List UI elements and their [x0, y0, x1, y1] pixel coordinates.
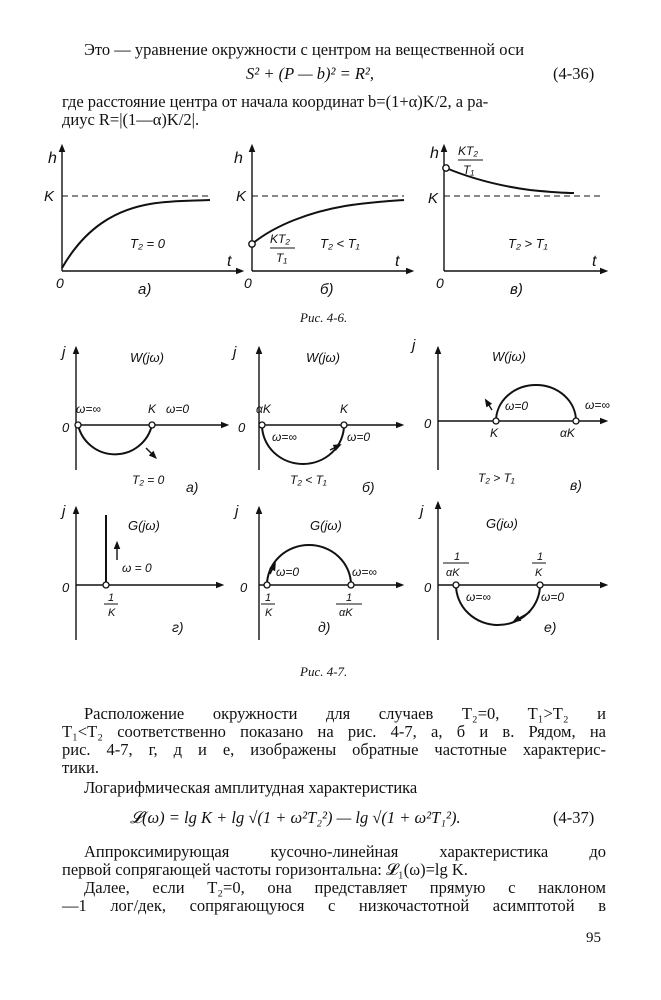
- fig7c-w-inf: ω=∞: [585, 398, 610, 412]
- fig6a-label: а): [138, 281, 152, 298]
- equation-4-37: 𝓛(ω) = lg K + lg √(1 + ω²T₂²) — lg √(1 + ω²T₁²).: [130, 808, 461, 827]
- fig7d-origin: 0: [62, 580, 70, 595]
- fig6b-label: б): [320, 281, 334, 298]
- fig7b-w-inf: ω=∞: [272, 430, 297, 444]
- text-para-2: Логарифмическая амплитудная характеристика: [84, 778, 418, 797]
- fig7e-label: д): [318, 619, 331, 635]
- fig7c-note: T₂ > T₁: [478, 471, 515, 485]
- fig7f-w-inf: ω=∞: [466, 590, 491, 604]
- fig7f-origin: 0: [424, 580, 432, 595]
- fig6a-axis-t: t: [227, 253, 232, 270]
- fig7f-w0: ω=0: [541, 590, 565, 604]
- fig6c-axis-t: t: [592, 253, 597, 270]
- fig6b-axis-h: h: [234, 150, 243, 167]
- fig7c-axis-j: j: [412, 337, 416, 354]
- fig7b-title: W(jω): [306, 350, 340, 365]
- fig7a-label: а): [186, 479, 199, 495]
- fig7b-w0: ω=0: [347, 430, 371, 444]
- fig6a-level-K: K: [44, 188, 55, 205]
- text-para-4-line-2: —1 лог/дек, сопрягающуюся с низкочастотной асимптотой в: [62, 896, 606, 915]
- fig7a-w0: ω=0: [166, 402, 190, 416]
- fig7c-K: K: [490, 426, 499, 440]
- text-para-1-line-3: рис. 4-7, г, д и е, изображены обратные частотные характерис-: [62, 740, 606, 759]
- fig7-panel-d: [60, 503, 220, 640]
- fig6c-start-den: T₁: [463, 163, 475, 177]
- fig7e-den-1: K: [265, 607, 273, 619]
- fig7e-w0: ω=0: [276, 565, 300, 579]
- fig6b-origin: 0: [244, 275, 252, 291]
- fig6c-label: в): [510, 281, 523, 298]
- text-para-3-line-2: первой сопрягающей частоты горизонтальна: 𝓛₁(ω)=lg K.: [62, 860, 468, 879]
- fig7c-w0: ω=0: [505, 399, 529, 413]
- fig7d-title: G(jω): [128, 518, 160, 533]
- text-para-1-line-2: T₁<T₂ соответственно показано на рис. 4-7, а, б и в. Рядом, на: [62, 722, 606, 741]
- fig7f-one-1: 1: [454, 551, 461, 563]
- fig7e-den-2: αK: [339, 607, 353, 619]
- fig7f-den-2: K: [535, 567, 543, 579]
- fig7b-label: б): [362, 479, 375, 495]
- fig7e-title: G(jω): [310, 518, 342, 533]
- fig6c-note: T₂ > T₁: [508, 236, 548, 251]
- fig7d-label: г): [172, 619, 184, 635]
- fig7b-note: T₂ < T₁: [290, 473, 327, 487]
- fig7b-aK: αK: [256, 402, 271, 416]
- fig7c-title: W(jω): [492, 349, 526, 364]
- equation-number-4-36: (4-36): [553, 64, 595, 83]
- fig6a-origin: 0: [56, 275, 64, 291]
- fig7c-aK: αK: [560, 426, 575, 440]
- fig6b-start-num: KT₂: [270, 232, 290, 246]
- fig7d-axis-j: j: [62, 503, 66, 520]
- fig7-panel-e: [233, 503, 400, 640]
- fig6b-axis-t: t: [395, 253, 400, 270]
- fig7a-note: T₂ = 0: [132, 473, 165, 487]
- page-number: 95: [586, 930, 601, 946]
- text-line-1: Это — уравнение окружности с центром на вещественной оси: [84, 40, 525, 59]
- fig7-panel-c: [410, 337, 610, 493]
- fig6c-axis-h: h: [430, 145, 439, 162]
- fig6a-axis-h: h: [48, 150, 57, 167]
- fig6c-level-K: K: [428, 190, 439, 207]
- fig7c-label: в): [570, 477, 582, 493]
- fig7b-axis-j: j: [233, 344, 237, 361]
- text-line-2: где расстояние центра от начала координат b=(1+α)K/2, а ра-: [62, 92, 489, 111]
- fig7e-axis-j: j: [235, 503, 239, 520]
- fig6a-note: T₂ = 0: [130, 236, 165, 251]
- fig7-panel-b: [231, 344, 400, 495]
- text-para-4-line-1: Далее, если T₂=0, она представляет прямую с наклоном: [84, 878, 606, 897]
- fig7a-w-inf: ω=∞: [76, 402, 101, 416]
- fig6c-start-num: KT₂: [458, 144, 478, 158]
- fig7a-axis-j: j: [62, 344, 66, 361]
- fig7c-origin: 0: [424, 416, 432, 431]
- fig7f-label: е): [544, 619, 557, 635]
- fig7f-axis-j: j: [420, 503, 424, 520]
- fig7a-hodograph: [78, 425, 152, 454]
- fig7f-one-2: 1: [537, 551, 544, 563]
- figure-4-7-caption: Рис. 4-7.: [300, 664, 348, 679]
- text-para-3-line-1: Аппроксимирующая кусочно-линейная характеристика до: [84, 842, 606, 861]
- equation-number-4-37: (4-37): [553, 808, 595, 827]
- fig7-panel-f: [418, 503, 604, 640]
- text-para-1-line-4: тики.: [62, 758, 100, 777]
- text-para-1-line-1: Расположение окружности для случаев T₂=0, T₁>T₂ и: [84, 704, 606, 723]
- fig7e-w-inf: ω=∞: [352, 565, 377, 579]
- figure-4-6-caption: Рис. 4-6.: [300, 310, 348, 325]
- fig7a-K: K: [148, 402, 157, 416]
- fig6b-level-K: K: [236, 188, 247, 205]
- fig7a-origin: 0: [62, 420, 70, 435]
- fig7e-origin: 0: [240, 580, 248, 595]
- fig7b-K: K: [340, 402, 349, 416]
- fig7b-origin: 0: [238, 420, 246, 435]
- fig7e-one-2: 1: [346, 592, 353, 604]
- fig6b-note: T₂ < T₁: [320, 236, 360, 251]
- fig7a-title: W(jω): [130, 350, 164, 365]
- fig7d-one: 1: [108, 592, 115, 604]
- fig6b-start-den: T₁: [276, 251, 288, 265]
- fig7d-w0: ω = 0: [122, 561, 152, 575]
- fig7f-title: G(jω): [486, 516, 518, 531]
- fig7f-den-1: αK: [446, 567, 460, 579]
- equation-4-36: S² + (P — b)² = R²,: [246, 64, 375, 83]
- text-line-3: диус R=|(1—α)K/2|.: [62, 110, 200, 129]
- fig7d-den: K: [108, 607, 116, 619]
- fig7-panel-a: [60, 344, 225, 495]
- fig6c-origin: 0: [436, 275, 444, 291]
- fig7e-one-1: 1: [265, 592, 272, 604]
